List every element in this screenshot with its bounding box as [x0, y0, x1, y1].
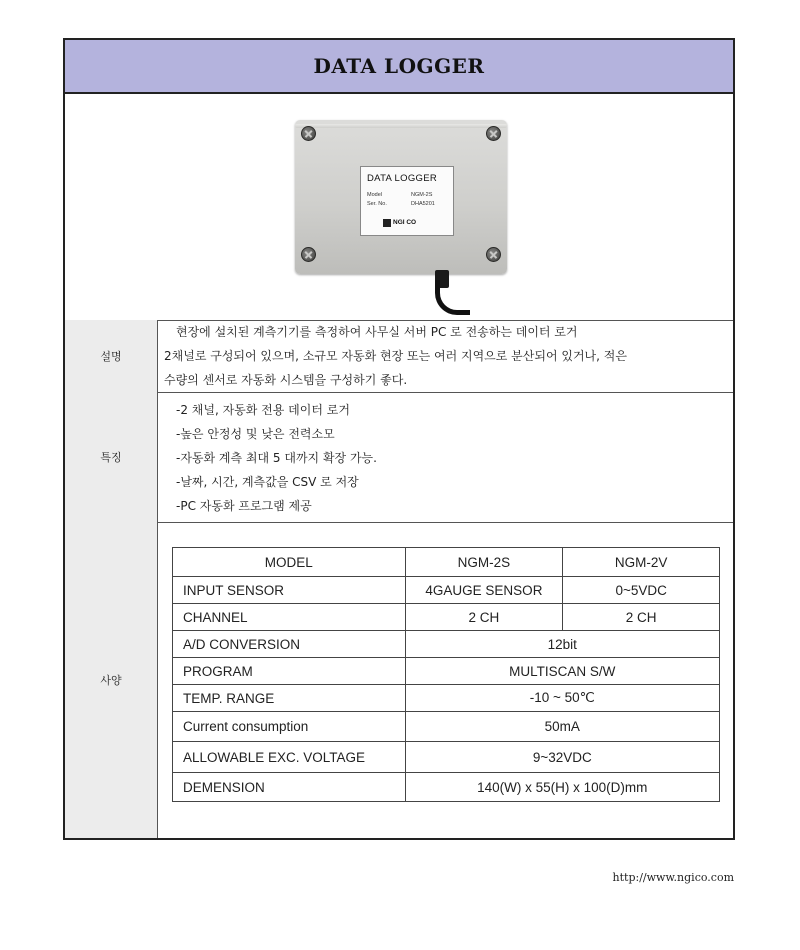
spec-row	[173, 742, 720, 773]
description-content	[158, 320, 733, 392]
spec-name: A/D CONVERSION	[173, 631, 406, 658]
device-lid-edge	[295, 124, 507, 128]
specs-label: 사양	[65, 522, 158, 838]
spec-row	[173, 604, 720, 631]
spec-value: 0~5VDC	[563, 577, 720, 604]
specs-row	[65, 522, 733, 838]
features-row	[65, 392, 733, 523]
product-photo-area	[65, 92, 733, 321]
spec-header-row	[173, 548, 720, 577]
spec-row	[173, 658, 720, 685]
spec-value: 50mA	[405, 712, 719, 742]
screw-icon	[486, 126, 501, 141]
screw-icon	[301, 126, 316, 141]
spec-table	[172, 547, 720, 802]
spec-row	[173, 773, 720, 802]
spec-name: INPUT SENSOR	[173, 577, 406, 604]
spec-value: 9~32VDC	[405, 742, 719, 773]
description-line: 수량의 센서로 자동화 시스템을 구성하기 좋다.	[164, 373, 408, 387]
device-label-model-value: NGM-2S	[411, 192, 433, 198]
spec-value: 2 CH	[405, 604, 563, 631]
product-photo	[295, 120, 507, 274]
screw-icon	[486, 247, 501, 262]
device-label-plate	[360, 166, 454, 236]
spec-value: 140(W) x 55(H) x 100(D)mm	[405, 773, 719, 802]
page-title: DATA LOGGER	[313, 54, 485, 78]
description-label: 설명	[65, 320, 158, 392]
footer-url: http://www.ngico.com	[612, 871, 734, 884]
spec-name: Current consumption	[173, 712, 406, 742]
spec-name: PROGRAM	[173, 658, 406, 685]
description-row	[65, 320, 733, 393]
spec-name: TEMP. RANGE	[173, 685, 406, 712]
spec-header-cell: MODEL	[173, 548, 406, 577]
spec-name: CHANNEL	[173, 604, 406, 631]
device-label-serial-value: DHA5201	[411, 201, 435, 207]
title-bar	[65, 40, 733, 94]
description-line: 현장에 설치된 계측기기를 측정하여 사무실 서버 PC 로 전송하는 데이터 로거	[176, 325, 578, 339]
spec-row	[173, 685, 720, 712]
screw-icon	[301, 247, 316, 262]
spec-value: 12bit	[405, 631, 719, 658]
device-label-model-key: Model	[367, 192, 382, 198]
feature-item: -2 채널, 자동화 전용 데이터 로거	[176, 403, 350, 417]
features-content	[158, 392, 733, 522]
device-label-serial-key: Ser. No.	[367, 201, 387, 207]
specs-content	[158, 522, 733, 838]
spec-header-cell: NGM-2V	[563, 548, 720, 577]
spec-value: -10 ~ 50℃	[405, 685, 719, 712]
spec-header-cell: NGM-2S	[405, 548, 563, 577]
description-line: 2채널로 구성되어 있으며, 소규모 자동화 현장 또는 여러 지역으로 분산되어 있거나, 적은	[164, 349, 627, 363]
spec-name: DEMENSION	[173, 773, 406, 802]
cable-wire	[435, 280, 470, 315]
spec-value: MULTISCAN S/W	[405, 658, 719, 685]
feature-item: -자동화 계측 최대 5 대까지 확장 가능.	[176, 451, 377, 465]
spec-name: ALLOWABLE EXC. VOLTAGE	[173, 742, 406, 773]
spec-row	[173, 712, 720, 742]
feature-item: -높은 안정성 및 낮은 전력소모	[176, 427, 335, 441]
spec-value: 4GAUGE SENSOR	[405, 577, 563, 604]
datasheet	[63, 38, 735, 840]
feature-item: -날짜, 시간, 계측값을 CSV 로 저장	[176, 475, 359, 489]
spec-row	[173, 577, 720, 604]
brand-logo-icon	[383, 219, 391, 227]
device-label-title: DATA LOGGER	[367, 173, 437, 184]
spec-row	[173, 631, 720, 658]
device-label-brand: NGI CO	[393, 219, 417, 226]
feature-item: -PC 자동화 프로그램 제공	[176, 499, 312, 513]
spec-value: 2 CH	[563, 604, 720, 631]
features-label: 특징	[65, 392, 158, 522]
